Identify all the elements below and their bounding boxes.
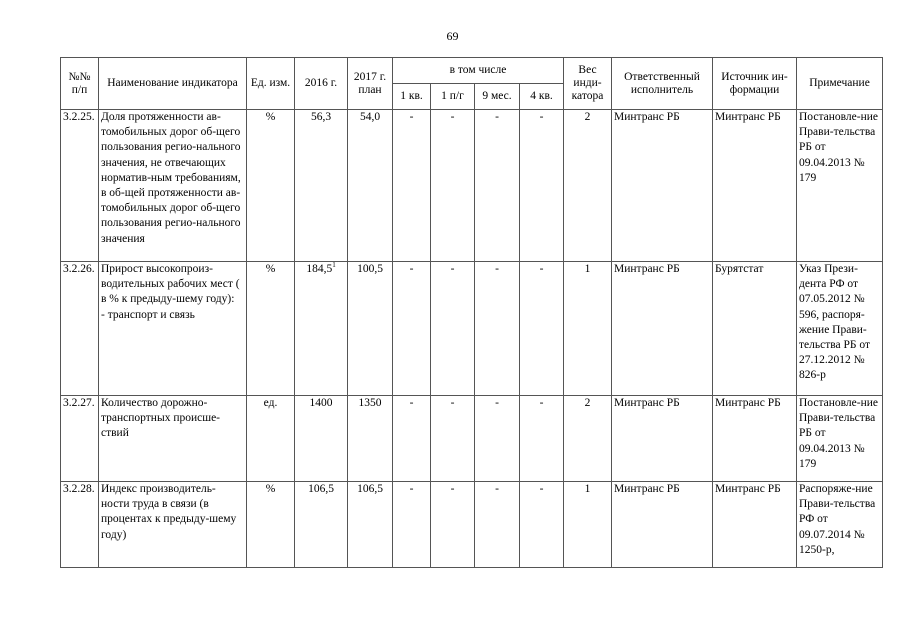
row-q1: -: [393, 262, 431, 396]
row-q1: -: [393, 396, 431, 482]
row-q4: -: [520, 396, 564, 482]
row-2016-value: 56,3: [310, 111, 332, 123]
row-num: 3.2.26.: [61, 262, 99, 396]
row-q1: -: [393, 482, 431, 568]
col-header-2017: 2017 г. план: [348, 58, 393, 110]
row-indicator-name: Прирост высокопроиз-водительных рабочих мест ( в % к предыду-шему году): - транспорт и связь: [99, 262, 247, 396]
row-2017: 100,5: [348, 262, 393, 396]
table-row: [61, 262, 883, 396]
row-note: Указ Прези-дента РФ от 07.05.2012 № 596, распоря-жение Прави-тельства РБ от 27.12.2012 № 826-р: [797, 262, 883, 396]
row-h1: -: [431, 262, 475, 396]
row-num: 3.2.25.: [61, 110, 99, 262]
row-responsible: Минтранс РБ: [612, 396, 713, 482]
header-row: [61, 58, 883, 84]
row-q4: -: [520, 482, 564, 568]
col-header-name: Наименование индикатора: [99, 58, 247, 110]
row-2016: [295, 262, 348, 396]
row-unit: %: [247, 482, 295, 568]
row-source: Бурятстат: [713, 262, 797, 396]
row-q4: -: [520, 110, 564, 262]
col-header-weight: Вес инди-катора: [564, 58, 612, 110]
row-2016-value: 184,5: [306, 263, 333, 275]
row-note: Распоряже-ние Прави-тельства РФ от 09.07.2014 № 1250-р,: [797, 482, 883, 568]
row-responsible: Минтранс РБ: [612, 262, 713, 396]
col-header-9m: 9 мес.: [475, 84, 520, 110]
row-2016-footnote: 1: [332, 261, 336, 270]
row-indicator-name: Количество дорожно-транспортных происше-ствий: [99, 396, 247, 482]
row-h1: -: [431, 482, 475, 568]
col-header-q4: 4 кв.: [520, 84, 564, 110]
row-responsible: Минтранс РБ: [612, 110, 713, 262]
table-row: [61, 396, 883, 482]
row-source: Минтранс РБ: [713, 110, 797, 262]
row-weight: 1: [564, 262, 612, 396]
row-source: Минтранс РБ: [713, 396, 797, 482]
table-row: [61, 110, 883, 262]
row-weight: 2: [564, 110, 612, 262]
row-2016: [295, 396, 348, 482]
row-2016: [295, 482, 348, 568]
row-source: Минтранс РБ: [713, 482, 797, 568]
row-unit: %: [247, 262, 295, 396]
row-9m: -: [475, 396, 520, 482]
col-header-note: Примечание: [797, 58, 883, 110]
col-header-source: Источник ин-формации: [713, 58, 797, 110]
row-unit: ед.: [247, 396, 295, 482]
row-weight: 1: [564, 482, 612, 568]
row-q1: -: [393, 110, 431, 262]
row-note: Постановле-ние Прави-тельства РБ от 09.04.2013 № 179: [797, 110, 883, 262]
col-header-num: №№ п/п: [61, 58, 99, 110]
row-2016-value: 106,5: [308, 483, 334, 495]
row-indicator-name: Доля протяженности ав-томобильных дорог об-щего пользования регио-нального значения, не отвечающих норматив-ным требованиям, в об-щей протяженности ав-томобильных дорог об-щего пользования регио-нального значения: [99, 110, 247, 262]
row-2017: 54,0: [348, 110, 393, 262]
col-header-q1: 1 кв.: [393, 84, 431, 110]
row-2017: 106,5: [348, 482, 393, 568]
row-9m: -: [475, 262, 520, 396]
col-header-2016: 2016 г.: [295, 58, 348, 110]
row-9m: -: [475, 482, 520, 568]
row-note: Постановле-ние Прави-тельства РБ от 09.04.2013 № 179: [797, 396, 883, 482]
row-q4: -: [520, 262, 564, 396]
row-num: 3.2.28.: [61, 482, 99, 568]
row-9m: -: [475, 110, 520, 262]
row-h1: -: [431, 396, 475, 482]
row-indicator-name: Индекс производитель-ности труда в связи (в процентах к предыду-шему году): [99, 482, 247, 568]
row-h1: -: [431, 110, 475, 262]
row-2017: 1350: [348, 396, 393, 482]
page-number: 69: [446, 29, 459, 43]
row-weight: 2: [564, 396, 612, 482]
row-num: 3.2.27.: [61, 396, 99, 482]
row-unit: %: [247, 110, 295, 262]
col-header-h1: 1 п/г: [431, 84, 475, 110]
row-2016: [295, 110, 348, 262]
row-responsible: Минтранс РБ: [612, 482, 713, 568]
col-header-unit: Ед. изм.: [247, 58, 295, 110]
table-row: [61, 482, 883, 568]
col-header-responsible: Ответственный исполнитель: [612, 58, 713, 110]
col-header-including: в том числе: [393, 58, 564, 84]
row-2016-value: 1400: [309, 397, 333, 409]
indicators-table: [60, 57, 883, 568]
